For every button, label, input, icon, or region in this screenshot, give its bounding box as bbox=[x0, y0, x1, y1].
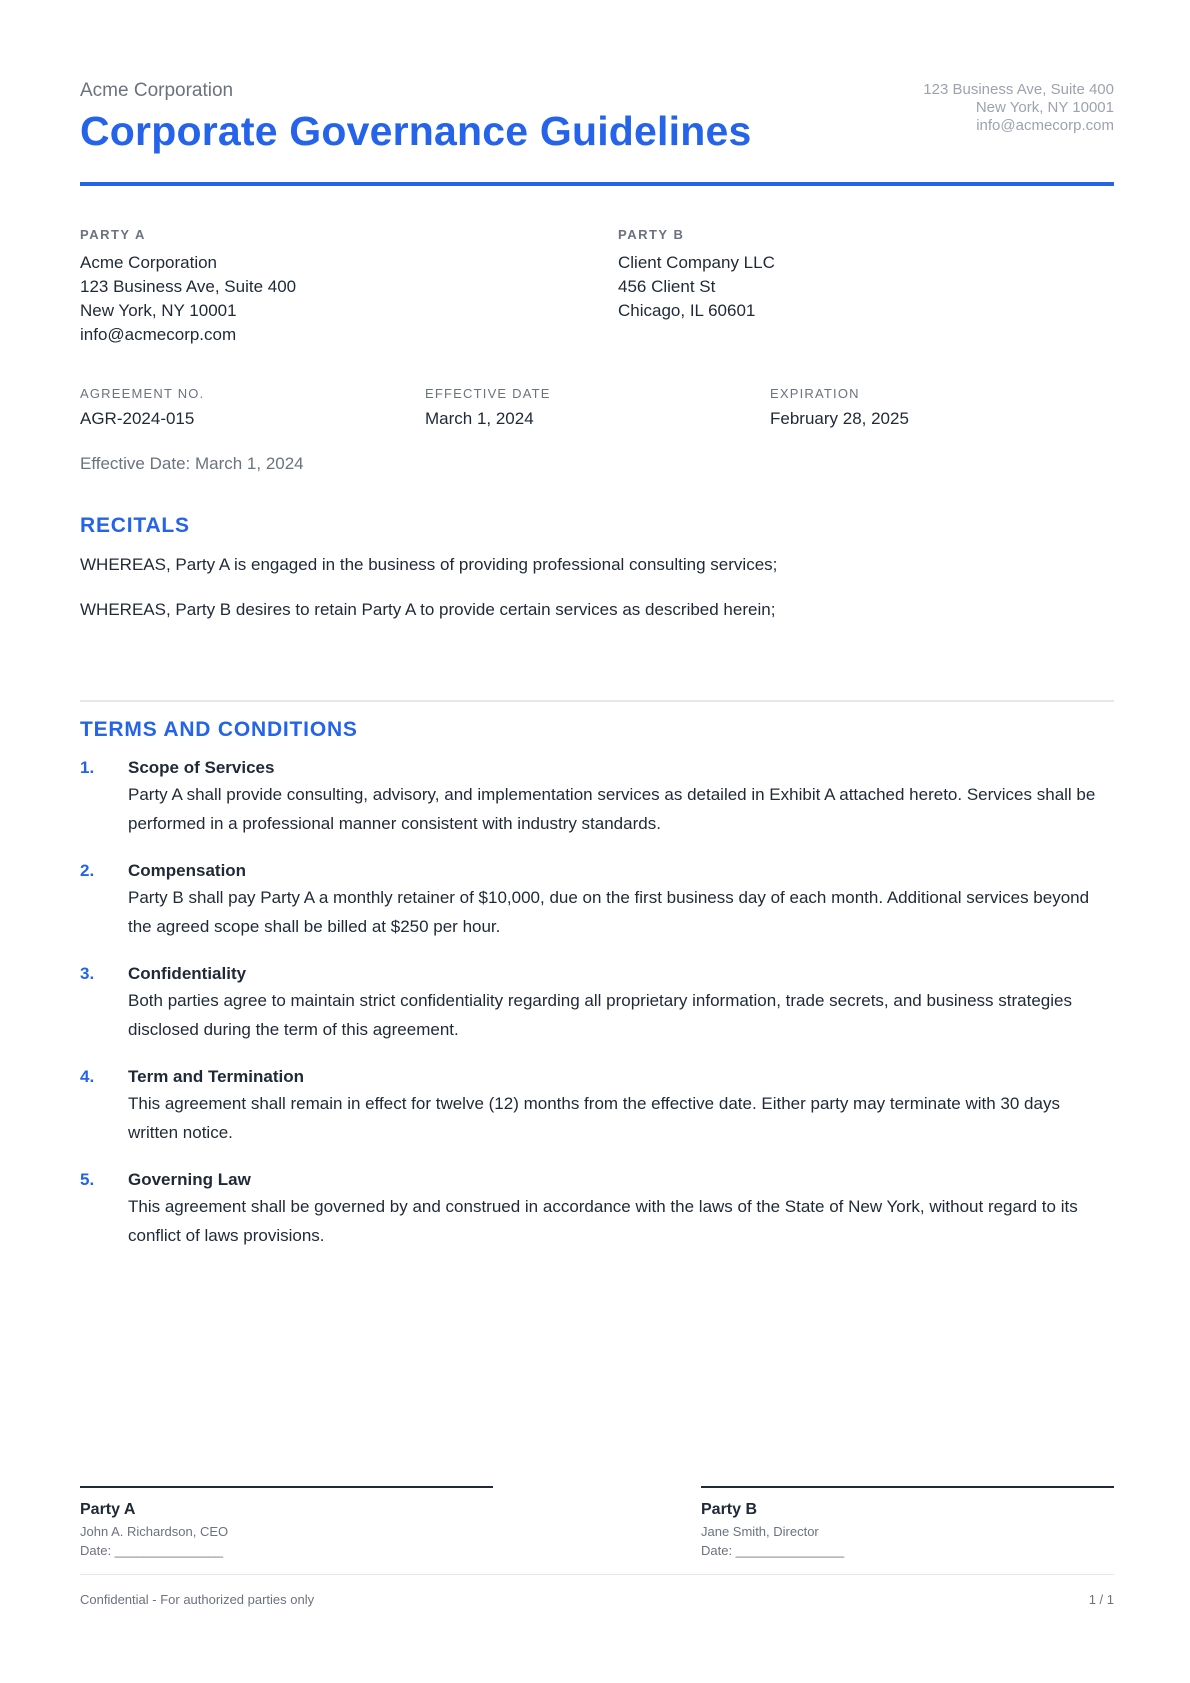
meta-value: March 1, 2024 bbox=[425, 409, 534, 428]
header-email: info@acmecorp.com bbox=[976, 117, 1114, 134]
signature-date: Date: _______________ bbox=[701, 1543, 845, 1558]
party-a-name: Acme Corporation bbox=[80, 253, 218, 272]
party-a-city: New York, NY 10001 bbox=[80, 301, 237, 320]
party-a-email: info@acmecorp.com bbox=[80, 325, 237, 344]
header-city: New York, NY 10001 bbox=[975, 99, 1114, 116]
term-title: Confidentiality bbox=[128, 964, 247, 983]
effective-date-line: Effective Date: March 1, 2024 bbox=[80, 454, 304, 473]
meta-value: February 28, 2025 bbox=[770, 409, 909, 428]
term-body: Party B shall pay Party A a monthly retainer of $10,000, due on the first business day of each month. Additional services beyond the agreed scope shall be billed at $250 per hour. bbox=[128, 888, 1090, 936]
effective-date bbox=[425, 386, 551, 429]
meta-label: EFFECTIVE DATE bbox=[425, 386, 551, 401]
page-number: 1 / 1 bbox=[1088, 1592, 1114, 1607]
header-address: 123 Business Ave, Suite 400 bbox=[923, 81, 1114, 98]
party-b-address: 456 Client St bbox=[618, 277, 716, 296]
term-number: 3. bbox=[80, 964, 95, 983]
signature-line bbox=[701, 1486, 1114, 1488]
term-title: Term and Termination bbox=[128, 1067, 305, 1086]
signature-block-party-a bbox=[80, 1486, 493, 1558]
recital-item: WHEREAS, Party A is engaged in the business of providing professional consulting services; bbox=[80, 555, 778, 574]
confidential-notice: Confidential - For authorized parties only bbox=[80, 1592, 315, 1607]
terms-list bbox=[80, 758, 1114, 1273]
signature-line bbox=[80, 1486, 493, 1488]
party-b-block bbox=[618, 227, 775, 323]
signature-party: Party B bbox=[701, 1501, 758, 1518]
expiration-date bbox=[770, 386, 909, 429]
party-b-city: Chicago, IL 60601 bbox=[618, 301, 756, 320]
header-rule bbox=[80, 182, 1114, 186]
footer-rule bbox=[80, 1574, 1114, 1575]
term-body: Both parties agree to maintain strict confidentiality regarding all proprietary information, trade secrets, and business strategies disclosed during the term of this agreement. bbox=[128, 991, 1072, 1039]
term-body: This agreement shall be governed by and construed in accordance with the laws of the State of New York, without regard to its conflict of laws provisions. bbox=[128, 1197, 1078, 1245]
company-name: Acme Corporation bbox=[80, 80, 234, 101]
meta-value: AGR-2024-015 bbox=[80, 409, 195, 428]
party-a-label: PARTY A bbox=[80, 227, 146, 242]
term-body: Party A shall provide consulting, advisory, and implementation services as detailed in Exhibit A attached hereto. Services shall be performed in a professional manner consistent with industry standards. bbox=[128, 785, 1096, 833]
recital-item: WHEREAS, Party B desires to retain Party A to provide certain services as described herein; bbox=[80, 600, 776, 619]
term-number: 4. bbox=[80, 1067, 95, 1086]
term-number: 2. bbox=[80, 861, 95, 880]
term-number: 5. bbox=[80, 1170, 95, 1189]
header-contact bbox=[923, 81, 1114, 135]
section-divider bbox=[80, 700, 1114, 702]
signatory-name: John A. Richardson, CEO bbox=[80, 1524, 229, 1539]
meta-label: AGREEMENT NO. bbox=[80, 386, 205, 401]
terms-heading: TERMS AND CONDITIONS bbox=[80, 718, 358, 741]
signature-block-party-b bbox=[701, 1486, 1114, 1558]
term-number: 1. bbox=[80, 758, 95, 777]
recitals-heading: RECITALS bbox=[80, 514, 190, 537]
signature-date: Date: _______________ bbox=[80, 1543, 224, 1558]
party-b-label: PARTY B bbox=[618, 227, 685, 242]
signatory-name: Jane Smith, Director bbox=[701, 1524, 819, 1539]
term-title: Compensation bbox=[128, 861, 247, 880]
term-body: This agreement shall remain in effect for twelve (12) months from the effective date. Either party may terminate with 30 days written notice. bbox=[128, 1094, 1060, 1142]
term-item bbox=[80, 964, 1114, 1044]
document-page bbox=[80, 0, 1114, 1683]
term-item bbox=[80, 758, 1114, 838]
party-a-address: 123 Business Ave, Suite 400 bbox=[80, 277, 297, 296]
document-title: Corporate Governance Guidelines bbox=[80, 108, 752, 154]
agreement-number bbox=[80, 386, 204, 429]
term-title: Scope of Services bbox=[128, 758, 275, 777]
party-b-name: Client Company LLC bbox=[618, 253, 775, 272]
term-item bbox=[80, 1067, 1114, 1147]
meta-label: EXPIRATION bbox=[770, 386, 860, 401]
term-item bbox=[80, 861, 1114, 941]
party-a-block bbox=[80, 227, 296, 347]
signature-party: Party A bbox=[80, 1501, 136, 1518]
term-title: Governing Law bbox=[128, 1170, 251, 1189]
term-item bbox=[80, 1170, 1114, 1250]
